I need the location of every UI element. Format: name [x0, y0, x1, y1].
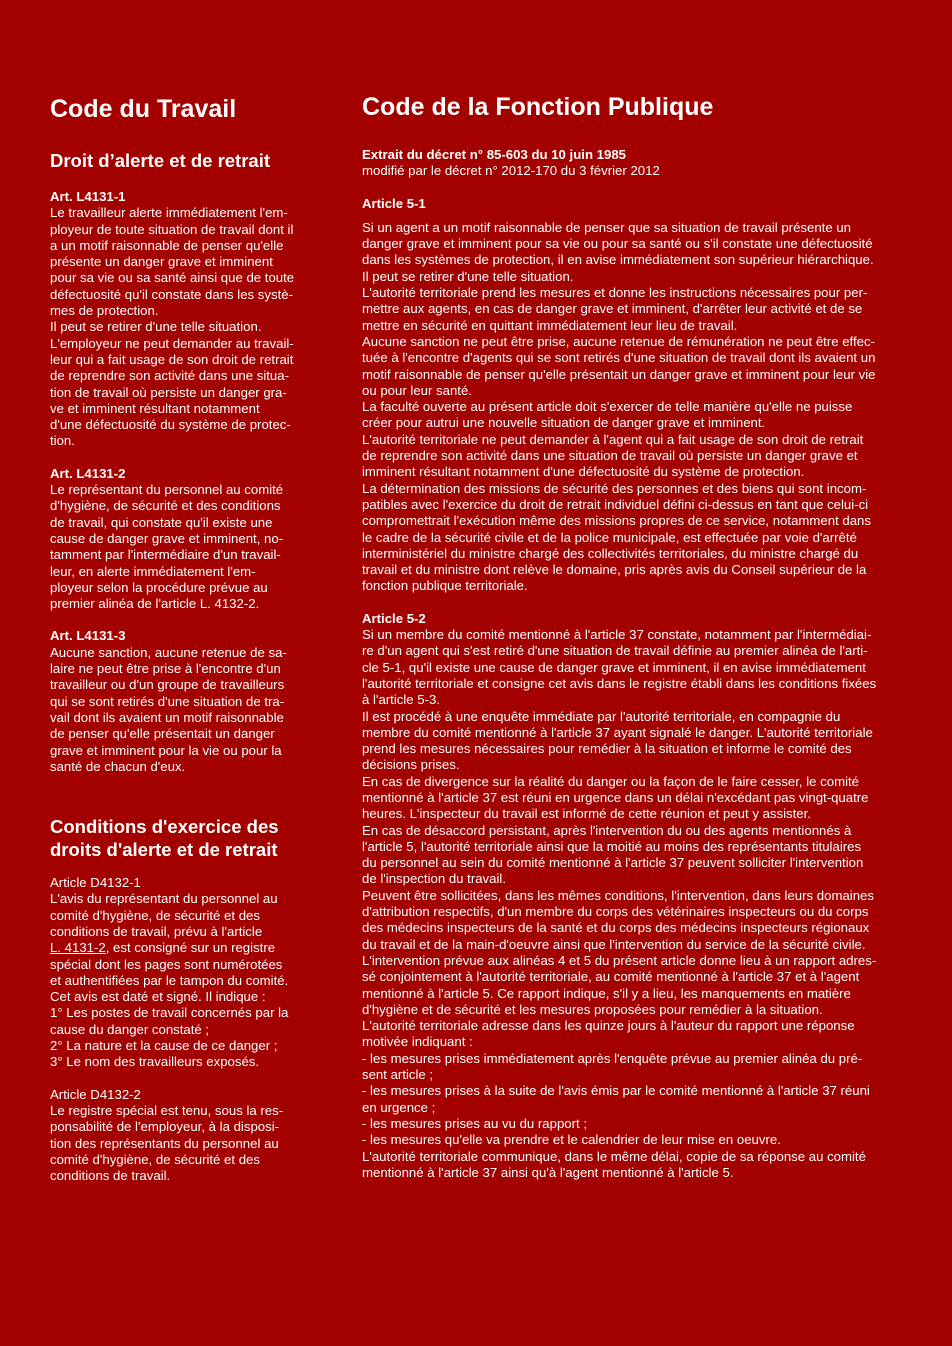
text-line: mentionné à l'article 5. Ce rapport indique, s'il y a lieu, les manquements en matière	[362, 985, 851, 1001]
text-line: mettre en sécurité en quittant immédiatement leur lieu de travail.	[362, 317, 738, 333]
text-line: sent article ;	[362, 1067, 434, 1083]
text-line: a un motif raisonnable de penser qu'elle	[50, 237, 284, 253]
decree-reference	[362, 147, 924, 180]
text-line: tion de travail où persiste un danger gra-	[50, 384, 287, 400]
text-line: l'article 5, l'autorité territoriale ainsi que la moitié au moins des représentants titulaires	[362, 838, 862, 854]
text-line: d'hygiène et de sécurité et les mesures proposées pour remédier à la situation.	[362, 1001, 823, 1017]
text-line: le cadre de la sécurité civile et de la police municipale, est effectuée par voie d'arrêté	[362, 529, 857, 545]
text-line: L'autorité territoriale communique, dans le même délai, copie de sa réponse au comité	[362, 1148, 866, 1164]
article-body	[50, 1103, 322, 1184]
text-line: L'employeur ne peut demander au travail-	[50, 335, 294, 351]
text-line: Si un agent a un motif raisonnable de penser que sa situation de travail présente un	[362, 219, 851, 235]
text-line: comité d'hygiène, de sécurité et des	[50, 1151, 260, 1167]
text-line: grave et imminent pour la vie ou pour la	[50, 742, 282, 758]
article-body-start	[50, 891, 322, 940]
text-line: mentionné à l'article 37 est réuni en urgence dans un délai n'excédant pas vingt-quatre	[362, 789, 869, 805]
text-line: défectuosité qu'il constate dans les systè-	[50, 286, 293, 302]
text-line: Il est procédé à une enquête immédiate par l'autorité territoriale, en compagnie du	[362, 708, 841, 724]
text-line: ou pour leur santé.	[362, 382, 472, 398]
text-line: ve et imminent résultant notamment	[50, 400, 260, 416]
text-line: L'autorité territoriale ne peut demander à l'agent qui a fait usage de son droit de retrait	[362, 431, 864, 447]
section-title-conditions: Conditions d'exercice des droits d'alerte et de retrait	[50, 816, 279, 861]
text-line: de penser qu'elle présentait un danger	[50, 726, 275, 742]
text-line: La détermination des missions de sécurité des personnes et des biens qui sont incom-	[362, 480, 867, 496]
article-heading: Art. L4131-3	[50, 628, 126, 644]
text-line: pour sa vie ou sa santé ainsi que de toute	[50, 270, 295, 286]
text-line: Aucune sanction, aucune retenue de sa-	[50, 644, 287, 660]
article-l4131-1	[50, 189, 322, 450]
text-line: membre du comité mentionné à l'article 37 ayant signalé le danger. L'autorité territoriale	[362, 724, 873, 740]
text-line: tion des représentants du personnel au	[50, 1135, 279, 1151]
text-line: L'autorité territoriale adresse dans les quinze jours à l'auteur du rapport une réponse	[362, 1018, 855, 1034]
text-line: compromettrait l'exécution même des missions propres de ce service, notamment dans	[362, 513, 871, 529]
text-line: re d'un agent qui s'est retiré d'une situation de travail définie au premier alinéa de l'arti-	[362, 643, 868, 659]
article-5-1	[362, 196, 924, 595]
text-line: travail et du ministre dont relève le domaine, pris après avis du Conseil supérieur de la	[362, 562, 867, 578]
left-title: Code du Travail	[50, 95, 237, 123]
text-line: imminent résultant notamment d'une défectuosité du système de protection.	[362, 464, 805, 480]
text-line: interministériel du ministre chargé des collectivités territoriales, du ministre chargé du	[362, 545, 859, 561]
text-line: sé conjointement à l'autorité territoriale, au comité mentionné à l'article 37 et à l'agent	[362, 969, 860, 985]
text-line: comité d'hygiène, de sécurité et des	[50, 907, 260, 923]
text-line: en urgence ;	[362, 1099, 436, 1115]
text-line: d'attribution respectifs, d'un membre du corps des vétérinaires inspecteurs ou du corps	[362, 904, 869, 920]
text-line: du personnel au sein du comité mentionné à l'article 37 peuvent solliciter l'intervention	[362, 855, 864, 871]
text-line: présente un danger grave et imminent	[50, 254, 273, 270]
text-line: Aucune sanction ne peut être prise, aucune retenue de rémunération ne peut être effec-	[362, 333, 875, 349]
left-column	[50, 92, 322, 1184]
article-body-end	[50, 957, 322, 1071]
article-l4131-2	[50, 466, 322, 613]
text-line: leur, en alerte immédiatement l'em-	[50, 563, 256, 579]
text-line: qui se sont retirés d'une situation de tra-	[50, 693, 285, 709]
text-line: conditions de travail, prévu à l'article	[50, 923, 263, 939]
text-line: cause du danger constaté ;	[50, 1021, 210, 1037]
text-line: Le travailleur alerte immédiatement l'em-	[50, 205, 288, 221]
text-line: tuée à l'encontre d'agents qui se sont retirés d'une situation de travail dont ils avaient un	[362, 350, 876, 366]
text-line: prend les mesures nécessaires pour remédier à la situation et informe le comité des	[362, 741, 852, 757]
text-line: En cas de divergence sur la réalité du danger ou la façon de le faire cesser, le comité	[362, 773, 860, 789]
text-line: Il peut se retirer d'une telle situation.	[50, 319, 262, 335]
decree-modified: modifié par le décret n° 2012-170 du 3 février 2012	[362, 163, 660, 179]
text-line: L'avis du représentant du personnel au	[50, 891, 278, 907]
text-line: ployeur selon la procédure prévue au	[50, 579, 268, 595]
text-line: leur qui a fait usage de son droit de retrait	[50, 351, 294, 367]
text-line: Le registre spécial est tenu, sous la res-	[50, 1102, 284, 1118]
text-line: mes de protection.	[50, 303, 159, 319]
text-line: Cet avis est daté et signé. Il indique :	[50, 989, 266, 1005]
text-line: motif raisonnable de penser qu'elle présentait un danger grave et imminent pour leur vie	[362, 366, 876, 382]
text-line: ployeur de toute situation de travail dont il	[50, 221, 294, 237]
text-line: l'autorité territoriale et consigne cet avis dans le registre établi dans les conditions fixées	[362, 675, 877, 691]
article-line-with-link: L. 4131-2, est consigné sur un registre	[50, 940, 276, 956]
text-line: spécial dont les pages sont numérotées	[50, 956, 283, 972]
right-column	[362, 90, 924, 1181]
article-heading: Article 5-1	[362, 195, 426, 211]
article-d4132-2	[50, 1087, 322, 1185]
text-line: La faculté ouverte au présent article doit s'exercer de telle manière qu'elle ne puisse	[362, 399, 853, 415]
text-line: patibles avec l'exercice du droit de retrait individuel défini ci-dessus en tant que celui-ci	[362, 496, 869, 512]
text-line: de reprendre son activité dans une situation de travail où persiste un danger grave et	[362, 448, 858, 464]
text-line: motivée indiquant :	[362, 1034, 473, 1050]
text-line: - les mesures prises au vu du rapport ;	[362, 1115, 588, 1131]
article-body	[362, 220, 924, 595]
text-line: - les mesures qu'elle va prendre et le calendrier de leur mise en oeuvre.	[362, 1132, 781, 1148]
text-line: 3° Le nom des travailleurs exposés.	[50, 1054, 260, 1070]
text-line: d'hygiène, de sécurité et des conditions	[50, 498, 281, 514]
text-line: à l'article 5-3.	[362, 692, 441, 708]
article-5-2	[362, 611, 924, 1181]
text-line: créer pour autrui une nouvelle situation de danger grave et imminent.	[362, 415, 766, 431]
text-line: mentionné à l'article 37 ainsi qu'à l'agent mentionné à l'article 5.	[362, 1164, 734, 1180]
text-line: et authentifiées par le tampon du comité.	[50, 972, 289, 988]
text-line: - les mesures prises immédiatement après l'enquête prévue au premier alinéa du pré-	[362, 1050, 863, 1066]
text-line: décisions prises.	[362, 757, 460, 773]
text-line: de reprendre son activité dans une situa-	[50, 368, 289, 384]
text-line: premier alinéa de l'article L. 4132-2.	[50, 596, 260, 612]
text-line: Le représentant du personnel au comité	[50, 482, 284, 498]
text-line: danger grave et imminent pour sa vie ou pour sa santé ou s'il constate une défectuosité	[362, 236, 873, 252]
text-line: conditions de travail.	[50, 1168, 171, 1184]
article-heading: Article D4132-2	[50, 1086, 141, 1102]
text-line: ponsabilité de l'employeur, à la disposi-	[50, 1119, 280, 1135]
text-line: cle 5-1, qu'il existe une cause de danger grave et imminent, il en avise immédiatement	[362, 659, 866, 675]
text-line: fonction publique territoriale.	[362, 578, 528, 594]
text-line: santé de chacun d'eux.	[50, 758, 186, 774]
text-line: de travail, qui constate qu'il existe une	[50, 514, 273, 530]
article-body	[50, 645, 322, 775]
text-line: tion.	[50, 433, 75, 449]
article-l4131-3	[50, 628, 322, 775]
article-heading: Art. L4131-1	[50, 189, 126, 204]
text-line: 2° La nature et la cause de ce danger ;	[50, 1038, 278, 1054]
text-line: vail dont ils avaient un motif raisonnable	[50, 709, 284, 725]
text-line: cause de danger grave et imminent, no-	[50, 530, 284, 546]
text-line: L'intervention prévue aux alinéas 4 et 5 du présent article donne lieu à un rapport adres-	[362, 952, 877, 968]
article-body	[50, 205, 322, 449]
text-line: tamment par l'intermédiaire d'un travail-	[50, 547, 281, 563]
text-line: de l'inspection du travail.	[362, 871, 507, 887]
article-heading: Article 5-2	[362, 610, 426, 626]
article-heading: Article D4132-1	[50, 875, 141, 891]
text-line: Il peut se retirer d'une telle situation.	[362, 268, 574, 284]
article-l4131-2-link[interactable]: L. 4131-2	[50, 940, 106, 956]
text-line: En cas de désaccord persistant, après l'intervention du ou des agents mentionnés à	[362, 822, 852, 838]
text-line: 1° Les postes de travail concernés par la	[50, 1005, 289, 1021]
text-line: Si un membre du comité mentionné à l'article 37 constate, notamment par l'intermédiai-	[362, 627, 872, 643]
article-d4132-1	[50, 875, 322, 1071]
text-line: L'autorité territoriale prend les mesures et donne les instructions nécessaires pour per-	[362, 285, 868, 301]
text-line: - les mesures prises à la suite de l'avis émis par le comité mentionné à l'article 37 réuni	[362, 1083, 870, 1099]
text-line: mettre aux agents, en cas de danger grave et imminent, d'arrêter leur activité et de se	[362, 301, 863, 317]
article-heading: Art. L4131-2	[50, 465, 126, 481]
text-line: heures. L'inspecteur du travail est informé de cette réunion et peut y assister.	[362, 806, 811, 822]
text-line: travailleur ou d'un groupe de travailleurs	[50, 677, 285, 693]
text-line: laire ne peut être prise à l'encontre d'un	[50, 661, 281, 677]
article-body	[362, 627, 924, 1181]
text-line: des médecins inspecteurs de la santé et du corps des médecins inspecteurs régionaux	[362, 920, 870, 936]
article-body	[50, 482, 322, 612]
right-title: Code de la Fonction Publique	[362, 93, 714, 121]
section-title-droit-alerte: Droit d’alerte et de retrait	[50, 150, 271, 171]
text-line: du travail et de la main-d'oeuvre ainsi que l'intervention du service de la sécurité civile.	[362, 936, 866, 952]
text-line: d'une défectuosité du système de protec-	[50, 417, 291, 433]
text-line: dans les systèmes de protection, il en avise immédiatement son supérieur hiérarchique.	[362, 252, 874, 268]
decree-title: Extrait du décret n° 85-603 du 10 juin 1985	[362, 147, 626, 162]
text-line: Peuvent être sollicitées, dans les mêmes conditions, l'intervention, dans leurs domaines	[362, 887, 874, 903]
